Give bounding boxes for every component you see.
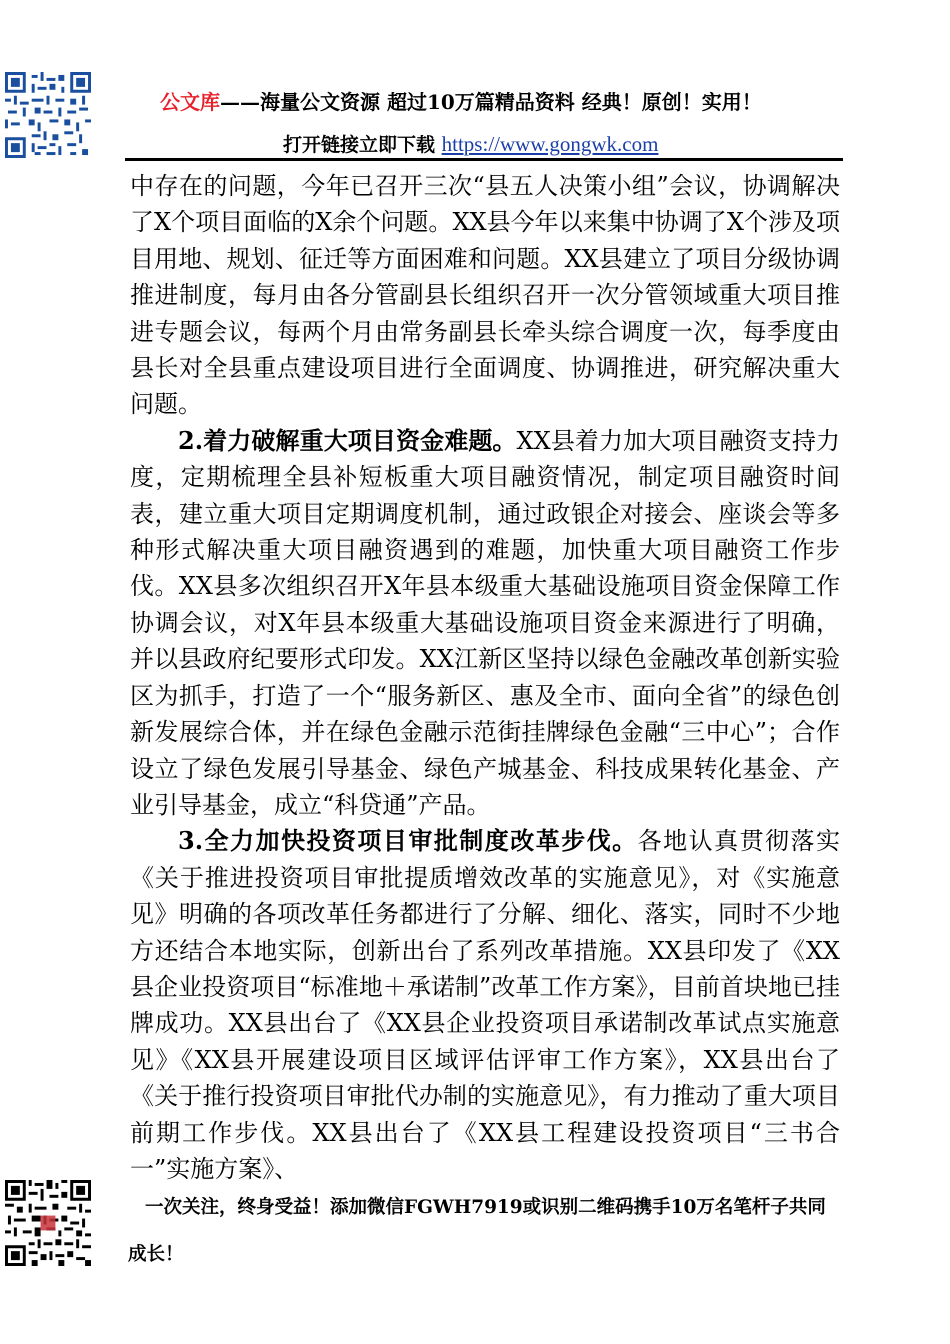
paragraph-2-text: XX县着力加大项目融资支持力度，定期梳理全县补短板重大项目融资情况，制定项目融资时间表，建立重大项目定期调度机制，通过政银企对接会、座谈会等多种形式解决重大项目融资遇到的难题，加快重大项目融资工作步伐。XX县多次组织召开X年县本级重大基础设施项目资金保障工作协调会议，对X年县本级重大基础设施项目资金来源进行了明确，并以县政府纪要形式印发。XX江新区坚持以绿色金融改革创新实验区为抓手，打造了一个“服务新区、惠及全市、面向全省”的绿色创新发展综合体，并在绿色金融示范街挂牌绿色金融“三中心”；合作设立了绿色发展引导基金、绿色产城基金、科技成果转化基金、产业引导基金，成立“科贷通”产品。 xyxy=(130,426,840,819)
qr-code-top xyxy=(5,72,91,158)
paragraph-2 xyxy=(130,423,840,823)
brand-name: 公文库 xyxy=(160,90,220,114)
paragraph-2-heading: 2.着力破解重大项目资金难题。 xyxy=(178,425,517,455)
paragraph-3 xyxy=(130,823,840,1187)
qr-code-icon xyxy=(5,1180,91,1266)
footer-promo-continued: 成长！ xyxy=(128,1244,184,1265)
qr-code-bottom xyxy=(5,1180,91,1266)
paragraph-3-heading: 3.全力加快投资项目审批制度改革步伐。 xyxy=(178,826,638,856)
footer-promo: 一次关注，终身受益！添加微信FGWH7919或识别二维码携手10万名笔杆子共同 xyxy=(145,1197,826,1218)
document-body xyxy=(130,168,840,1187)
qr-code-icon xyxy=(5,72,91,158)
header-divider xyxy=(125,158,843,161)
header-tagline xyxy=(160,86,860,115)
download-prefix: 打开链接立即下载 xyxy=(283,134,436,156)
download-line xyxy=(283,130,783,157)
download-link[interactable]: https://www.gongwk.com xyxy=(441,132,659,156)
tagline-text: ——海量公文资源 超过10万篇精品资料 经典！原创！实用！ xyxy=(220,90,762,114)
paragraph-3-text: 各地认真贯彻落实《关于推进投资项目审批提质增效改革的实施意见》，对《实施意见》明确的各项改革任务都进行了分解、细化、落实，同时不少地方还结合本地实际，创新出台了系列改革措施。XX县印发了《XX县企业投资项目“标准地＋承诺制”改革工作方案》，目前首块地已挂牌成功。XX县出台了《XX县企业投资项目承诺制改革试点实施意见》《XX县开展建设项目区域评估评审工作方案》，XX县出台了《关于推行投资项目审批代办制的实施意见》，有力推动了重大项目前期工作步伐。XX县出台了《XX县工程建设投资项目“三书合一”实施方案》、 xyxy=(130,827,840,1183)
paragraph-1: 中存在的问题，今年已召开三次“县五人决策小组”会议，协调解决了X个项目面临的X余个问题。XX县今年以来集中协调了X个涉及项目用地、规划、征迁等方面困难和问题。XX县建立了项目分级协调推进制度，每月由各分管副县长组织召开一次分管领域重大项目推进专题会议，每两个月由常务副县长牵头综合调度一次，每季度由县长对全县重点建设项目进行全面调度、协调推进，研究解决重大问题。 xyxy=(130,172,840,419)
